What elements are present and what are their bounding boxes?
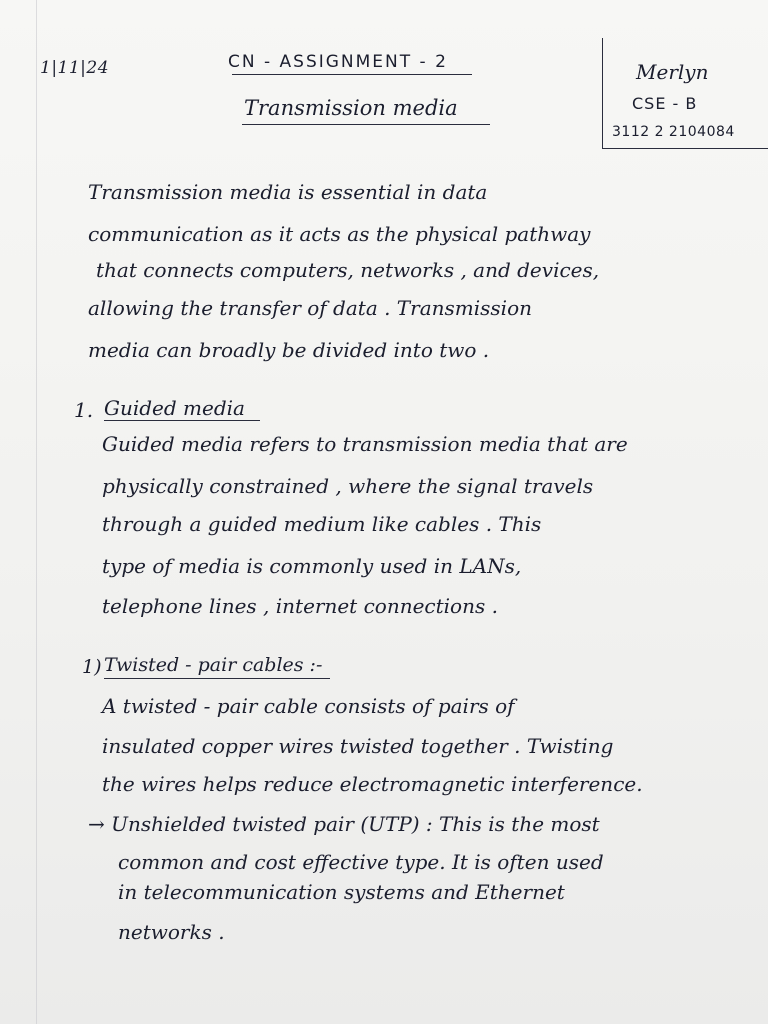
paragraph-line: → Unshielded twisted pair (UTP) : This is the most <box>88 812 600 836</box>
paragraph-line: type of media is commonly used in LANs, <box>102 554 522 578</box>
student-department: CSE - B <box>632 94 698 113</box>
paragraph-line: physically constrained , where the signal travels <box>102 474 594 498</box>
heading-underline <box>104 678 330 679</box>
intro-line: media can broadly be divided into two . <box>88 338 490 362</box>
intro-line: that connects computers, networks , and devices, <box>96 258 600 282</box>
intro-line: communication as it acts as the physical pathway <box>88 222 591 246</box>
subsection-heading: Twisted - pair cables :- <box>104 654 323 676</box>
title-underline <box>232 74 472 75</box>
date: 1|11|24 <box>40 58 110 78</box>
intro-line: allowing the transfer of data . Transmission <box>88 296 532 320</box>
paragraph-line: in telecommunication systems and Ethernet <box>118 880 565 904</box>
paragraph-line: A twisted - pair cable consists of pairs of <box>102 694 515 718</box>
intro-line: Transmission media is essential in data <box>88 180 488 204</box>
paragraph-line: networks . <box>118 920 225 944</box>
paragraph-line: through a guided medium like cables . This <box>102 512 542 536</box>
heading-underline <box>104 420 260 421</box>
section-heading: Guided media <box>104 396 245 420</box>
paragraph-line: Guided media refers to transmission media that are <box>102 432 628 456</box>
subsection-number: 1) <box>82 656 102 678</box>
student-name: Merlyn <box>636 60 709 84</box>
section-number: 1. <box>74 398 94 422</box>
page-title: Transmission media <box>244 96 458 120</box>
paragraph-line: insulated copper wires twisted together . Twisting <box>102 734 614 758</box>
paragraph-line: telephone lines , internet connections . <box>102 594 498 618</box>
subtitle-underline <box>242 124 490 125</box>
assignment-title: CN - ASSIGNMENT - 2 <box>228 52 448 72</box>
student-roll-number: 3112 2 2104084 <box>612 124 735 140</box>
paragraph-line: the wires helps reduce electromagnetic interference. <box>102 772 643 796</box>
margin-line <box>36 0 37 1024</box>
paragraph-line: common and cost effective type. It is often used <box>118 850 604 874</box>
